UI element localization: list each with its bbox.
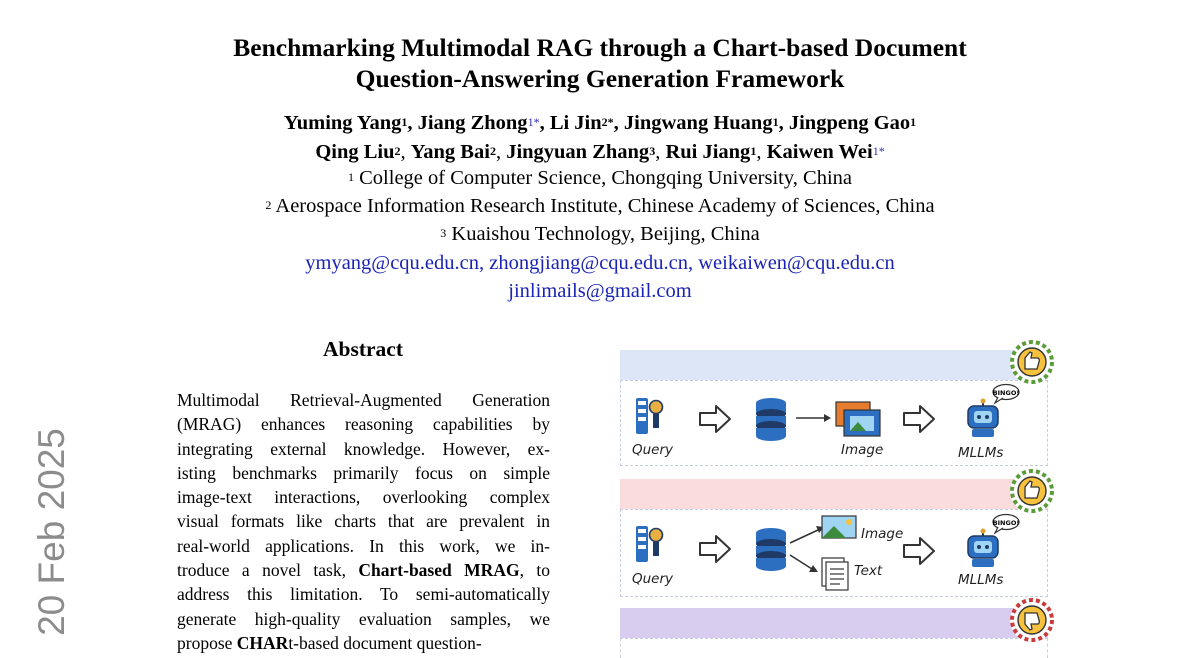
author-name: Jingwang Huang — [623, 112, 773, 134]
abstract-heading: Abstract — [322, 337, 403, 361]
mllm-robot-icon — [968, 399, 998, 438]
abstract-emphasis: CHAR — [236, 632, 289, 653]
abstract-line: address this limitation. To semi-automatically — [177, 584, 550, 605]
thumbs-down-badge-icon — [1010, 598, 1054, 642]
author-name: Yang Bai — [410, 141, 490, 163]
affiliation-2 — [150, 192, 1050, 220]
author-name: Qing Liu — [315, 141, 395, 163]
abstract-line: propose CHARt-based document question- — [177, 632, 482, 653]
figure-graphics — [600, 340, 1070, 648]
author-separator: , — [655, 141, 666, 163]
author-name: Li Jin — [549, 112, 602, 134]
email-line-1[interactable]: ymyang@cqu.edu.cn, zhongjiang@cqu.edu.cn, weikaiwen@cqu.edu.cn — [305, 252, 895, 274]
email-line-2[interactable]: jinlimails@gmail.com — [508, 280, 692, 302]
author-affiliation-mark: 2 — [489, 144, 496, 158]
arrow-outline-icon — [700, 536, 730, 562]
task-a-image-label: Image — [841, 442, 884, 458]
author-name: Kaiwen Wei — [766, 141, 873, 163]
abstract-line: troduce a novel task, Chart-based MRAG, to — [177, 560, 550, 581]
text-document-icon — [822, 558, 848, 590]
task-a-query-label: Query — [632, 442, 674, 458]
affiliation-3-mark: 3 — [440, 226, 447, 240]
author-separator: , — [495, 141, 507, 163]
affiliation-1-text: College of Computer Science, Chongqing University, China — [359, 167, 852, 189]
author-separator: , — [539, 112, 550, 134]
task-b-mllms-label: MLLMs — [958, 572, 1004, 588]
author-separator: , — [778, 112, 789, 134]
thumbs-up-badge-icon — [1010, 469, 1054, 513]
author-affiliation-mark: 2* — [601, 115, 614, 129]
author-affiliation-mark: 1 — [401, 115, 408, 129]
task-a-header-bg — [620, 350, 1048, 380]
abstract-emphasis: Chart-based MRAG — [358, 560, 520, 581]
affiliation-2-mark: 2 — [265, 198, 272, 212]
arrow-head-icon — [824, 414, 831, 422]
arrow-line-icon — [790, 530, 818, 543]
bubble-text-a: BINGO! — [992, 389, 1020, 397]
affiliation-3 — [150, 220, 1050, 248]
abstract-body — [177, 388, 550, 655]
title-line-1: Benchmarking Multimodal RAG through a Chart-based Document — [233, 33, 967, 62]
affiliation-2-text: Aerospace Information Research Institute, Chinese Academy of Sciences, China — [275, 195, 935, 217]
paper-title — [150, 32, 1050, 94]
author-name: Yuming Yang — [283, 112, 402, 134]
affiliation-3-text: Kuaishou Technology, Beijing, China — [451, 223, 760, 245]
author-name: Jingpeng Gao — [788, 112, 911, 134]
arrow-outline-icon — [904, 538, 934, 564]
abstract-line: generate high-quality evaluation samples, we — [177, 608, 550, 629]
author-affiliation-mark: 3 — [649, 144, 656, 158]
image-stack-icon — [836, 402, 880, 436]
bubble-text-b: BINGO! — [992, 519, 1020, 527]
arxiv-date-stamp: 20 Feb 2025 — [31, 428, 72, 636]
mllm-robot-icon — [968, 529, 998, 568]
image-icon — [822, 516, 856, 538]
author-affiliation-mark: 2 — [394, 144, 401, 158]
query-icon — [636, 526, 663, 562]
query-icon — [636, 398, 663, 434]
abstract-line: integrating external knowledge. However, ex- — [177, 438, 550, 459]
database-icon — [756, 398, 786, 441]
arrow-line-icon — [790, 555, 812, 569]
thumbs-up-badge-icon — [1010, 340, 1054, 384]
abstract-line: image-text interactions, overlooking complex — [177, 487, 550, 508]
task-b-query-label: Query — [632, 571, 674, 587]
database-icon — [756, 528, 786, 571]
author-separator: , — [407, 112, 418, 134]
author-affiliation-mark: 1 — [750, 144, 757, 158]
author-separator: , — [613, 112, 624, 134]
task-b-image-label: Image — [861, 526, 904, 542]
author-affiliation-mark: 1 — [772, 115, 779, 129]
abstract-line: real-world applications. In this work, we in- — [177, 535, 550, 556]
author-affiliation-mark: 1* — [527, 115, 540, 129]
task-a-mllms-label: MLLMs — [958, 445, 1004, 461]
task-c-header-bg — [620, 608, 1048, 638]
author-affiliation-mark: 1* — [872, 144, 885, 158]
author-separator: , — [400, 141, 411, 163]
author-name: Jingyuan Zhang — [506, 141, 650, 163]
task-comparison-figure — [600, 340, 1070, 648]
author-line-1 — [150, 109, 1050, 138]
affiliation-1 — [150, 164, 1050, 192]
task-b-header-bg — [620, 479, 1048, 509]
task-b-text-label: Text — [854, 563, 883, 579]
abstract-line: (MRAG) enhances reasoning capabilities by — [177, 414, 550, 435]
author-separator: , — [756, 141, 767, 163]
arrow-outline-icon — [700, 406, 730, 432]
author-line-2 — [150, 138, 1050, 167]
author-list — [150, 109, 1050, 167]
author-affiliation-mark: 1 — [910, 115, 917, 129]
abstract-line: isting benchmarks primarily focus on simple — [177, 462, 550, 483]
abstract-line: visual formats like charts that are prevalent in — [177, 511, 550, 532]
abstract-line: Multimodal Retrieval-Augmented Generation — [177, 390, 550, 410]
author-name: Rui Jiang — [665, 141, 751, 163]
author-name: Jiang Zhong — [417, 112, 528, 134]
affiliation-1-mark: 1 — [348, 170, 354, 184]
title-line-2: Question-Answering Generation Framework — [355, 64, 845, 93]
arrow-outline-icon — [904, 406, 934, 432]
